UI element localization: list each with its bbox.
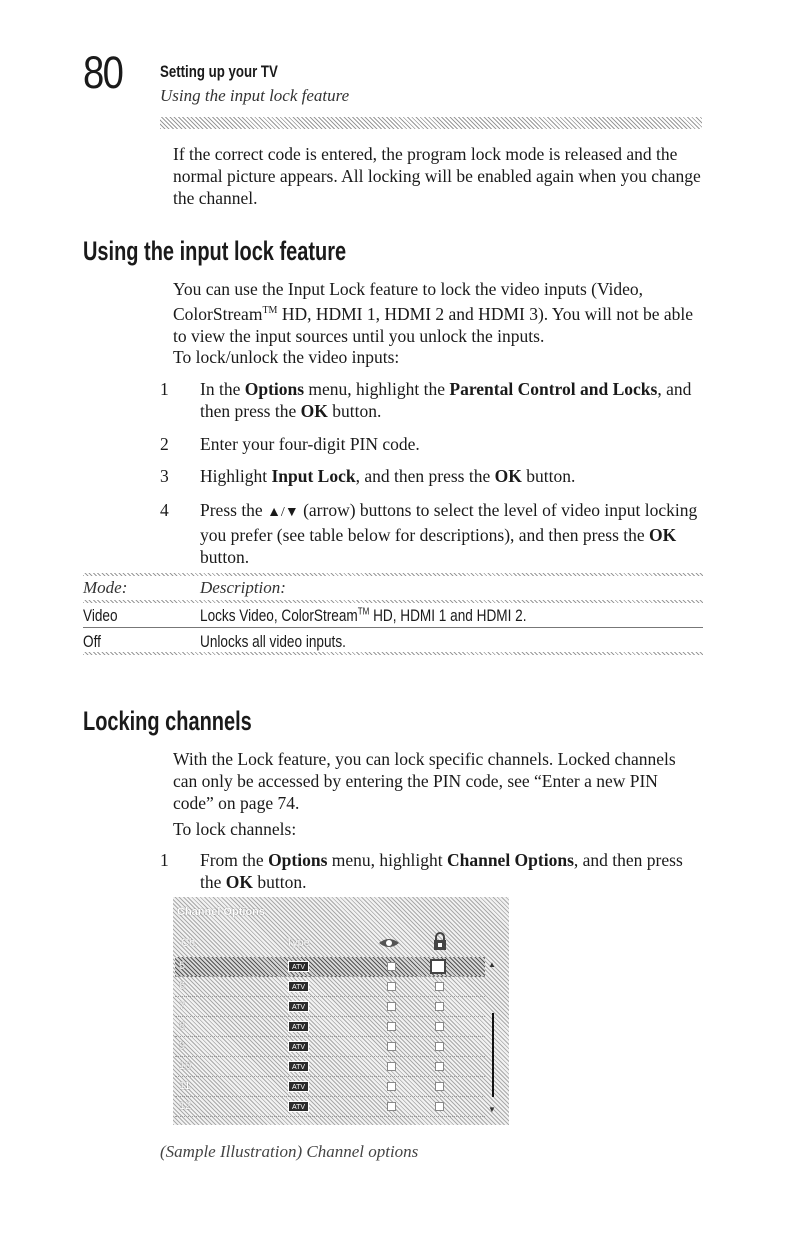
atv-badge: ATV: [288, 1001, 309, 1012]
table-cell-mode: Off: [83, 632, 101, 651]
locking-channels-intro-line: To lock channels:: [173, 819, 297, 839]
lock-checkbox[interactable]: [435, 982, 444, 991]
running-header-subtitle: Using the input lock feature: [160, 86, 350, 105]
tv-col-type: Type: [286, 937, 310, 949]
table-row[interactable]: 12 ATV: [175, 1097, 485, 1117]
eye-icon: [377, 935, 401, 951]
tv-menu-header: [181, 937, 481, 955]
lock-checkbox[interactable]: [435, 1042, 444, 1051]
table-row-rule: [83, 627, 703, 628]
table-row[interactable]: 6 ATV: [175, 977, 485, 997]
skip-checkbox[interactable]: [387, 1062, 396, 1071]
atv-badge: ATV: [288, 1061, 309, 1072]
lock-checkbox[interactable]: [435, 1022, 444, 1031]
atv-badge: ATV: [288, 961, 309, 972]
skip-checkbox[interactable]: [387, 1002, 396, 1011]
lock-checkbox[interactable]: [435, 1002, 444, 1011]
list-item: 2 Enter your four-digit PIN code.: [160, 434, 420, 454]
atv-badge: ATV: [288, 1081, 309, 1092]
tv-menu-title: Channel Options: [177, 906, 265, 918]
section-heading-input-lock: Using the input lock feature: [83, 236, 347, 266]
table-row[interactable]: 5 ATV: [175, 957, 485, 977]
table-top-rule: [83, 573, 703, 576]
tv-col-ch: Ch.: [181, 937, 199, 949]
scroll-up-arrow-icon[interactable]: ▲: [488, 960, 496, 969]
figure-caption: (Sample Illustration) Channel options: [160, 1142, 419, 1161]
atv-badge: ATV: [288, 1021, 309, 1032]
skip-checkbox[interactable]: [387, 962, 396, 971]
skip-checkbox[interactable]: [387, 1042, 396, 1051]
header-rule: [160, 117, 702, 129]
atv-badge: ATV: [288, 1041, 309, 1052]
skip-checkbox[interactable]: [387, 1082, 396, 1091]
list-item: 3 Highlight Input Lock, and then press the OK button.: [160, 466, 576, 486]
lock-icon: [433, 931, 447, 951]
table-cell-description: Locks Video, ColorStream™ HD, HDMI 1 and HDMI 2.: [200, 606, 527, 625]
channel-options-screenshot: [173, 897, 509, 1125]
input-lock-paragraph: You can use the Input Lock feature to lock the video inputs (Video, ColorStream™ HD, HDMI 1, HDMI 2 and HDMI 3). You will not be able to view the input sources until you unlock the inputs.: [173, 279, 694, 346]
intro-paragraph: If the correct code is entered, the program lock mode is released and the normal picture appears. All locking will be enabled again when you change the channel.: [173, 144, 701, 208]
lock-checkbox[interactable]: [430, 959, 446, 974]
scroll-down-arrow-icon[interactable]: ▼: [488, 1105, 496, 1114]
locking-channels-paragraph: With the Lock feature, you can lock specific channels. Locked channels can only be accessed by entering the PIN code, see “Enter a new PIN code” on page 74.: [173, 749, 676, 813]
table-cell-description: Unlocks all video inputs.: [200, 632, 346, 651]
tv-channel-list: [175, 957, 485, 1117]
skip-checkbox[interactable]: [387, 982, 396, 991]
input-lock-intro-line: To lock/unlock the video inputs:: [173, 347, 400, 367]
running-header-title: Setting up your TV: [160, 62, 278, 81]
table-row[interactable]: 10 ATV: [175, 1057, 485, 1077]
table-bottom-rule: [83, 652, 703, 655]
skip-checkbox[interactable]: [387, 1102, 396, 1111]
list-item: 4 Press the ▲/▼ (arrow) buttons to select the level of video input locking you prefer (see table below for descriptions), and then press the OK button.: [160, 500, 698, 567]
table-cell-mode: Video: [83, 606, 118, 625]
page-number: 80: [83, 47, 123, 98]
table-header-mode: Mode:: [83, 578, 128, 597]
lock-checkbox[interactable]: [435, 1102, 444, 1111]
atv-badge: ATV: [288, 981, 309, 992]
table-header-rule: [83, 600, 703, 603]
table-row[interactable]: 9 ATV: [175, 1037, 485, 1057]
scrollbar[interactable]: [492, 1013, 494, 1097]
table-row[interactable]: 11 ATV: [175, 1077, 485, 1097]
table-row[interactable]: 7 ATV: [175, 997, 485, 1017]
lock-checkbox[interactable]: [435, 1062, 444, 1071]
arrow-up-down-icon: ▲/▼: [267, 505, 299, 520]
table-header-description: Description:: [200, 578, 286, 597]
lock-checkbox[interactable]: [435, 1082, 444, 1091]
list-item: 1 In the Options menu, highlight the Parental Control and Locks, and then press the OK button.: [160, 379, 692, 421]
list-item: 1 From the Options menu, highlight Channel Options, and then press the OK button.: [160, 850, 683, 892]
atv-badge: ATV: [288, 1101, 309, 1112]
section-heading-locking-channels: Locking channels: [83, 706, 252, 736]
skip-checkbox[interactable]: [387, 1022, 396, 1031]
table-row[interactable]: 8 ATV: [175, 1017, 485, 1037]
